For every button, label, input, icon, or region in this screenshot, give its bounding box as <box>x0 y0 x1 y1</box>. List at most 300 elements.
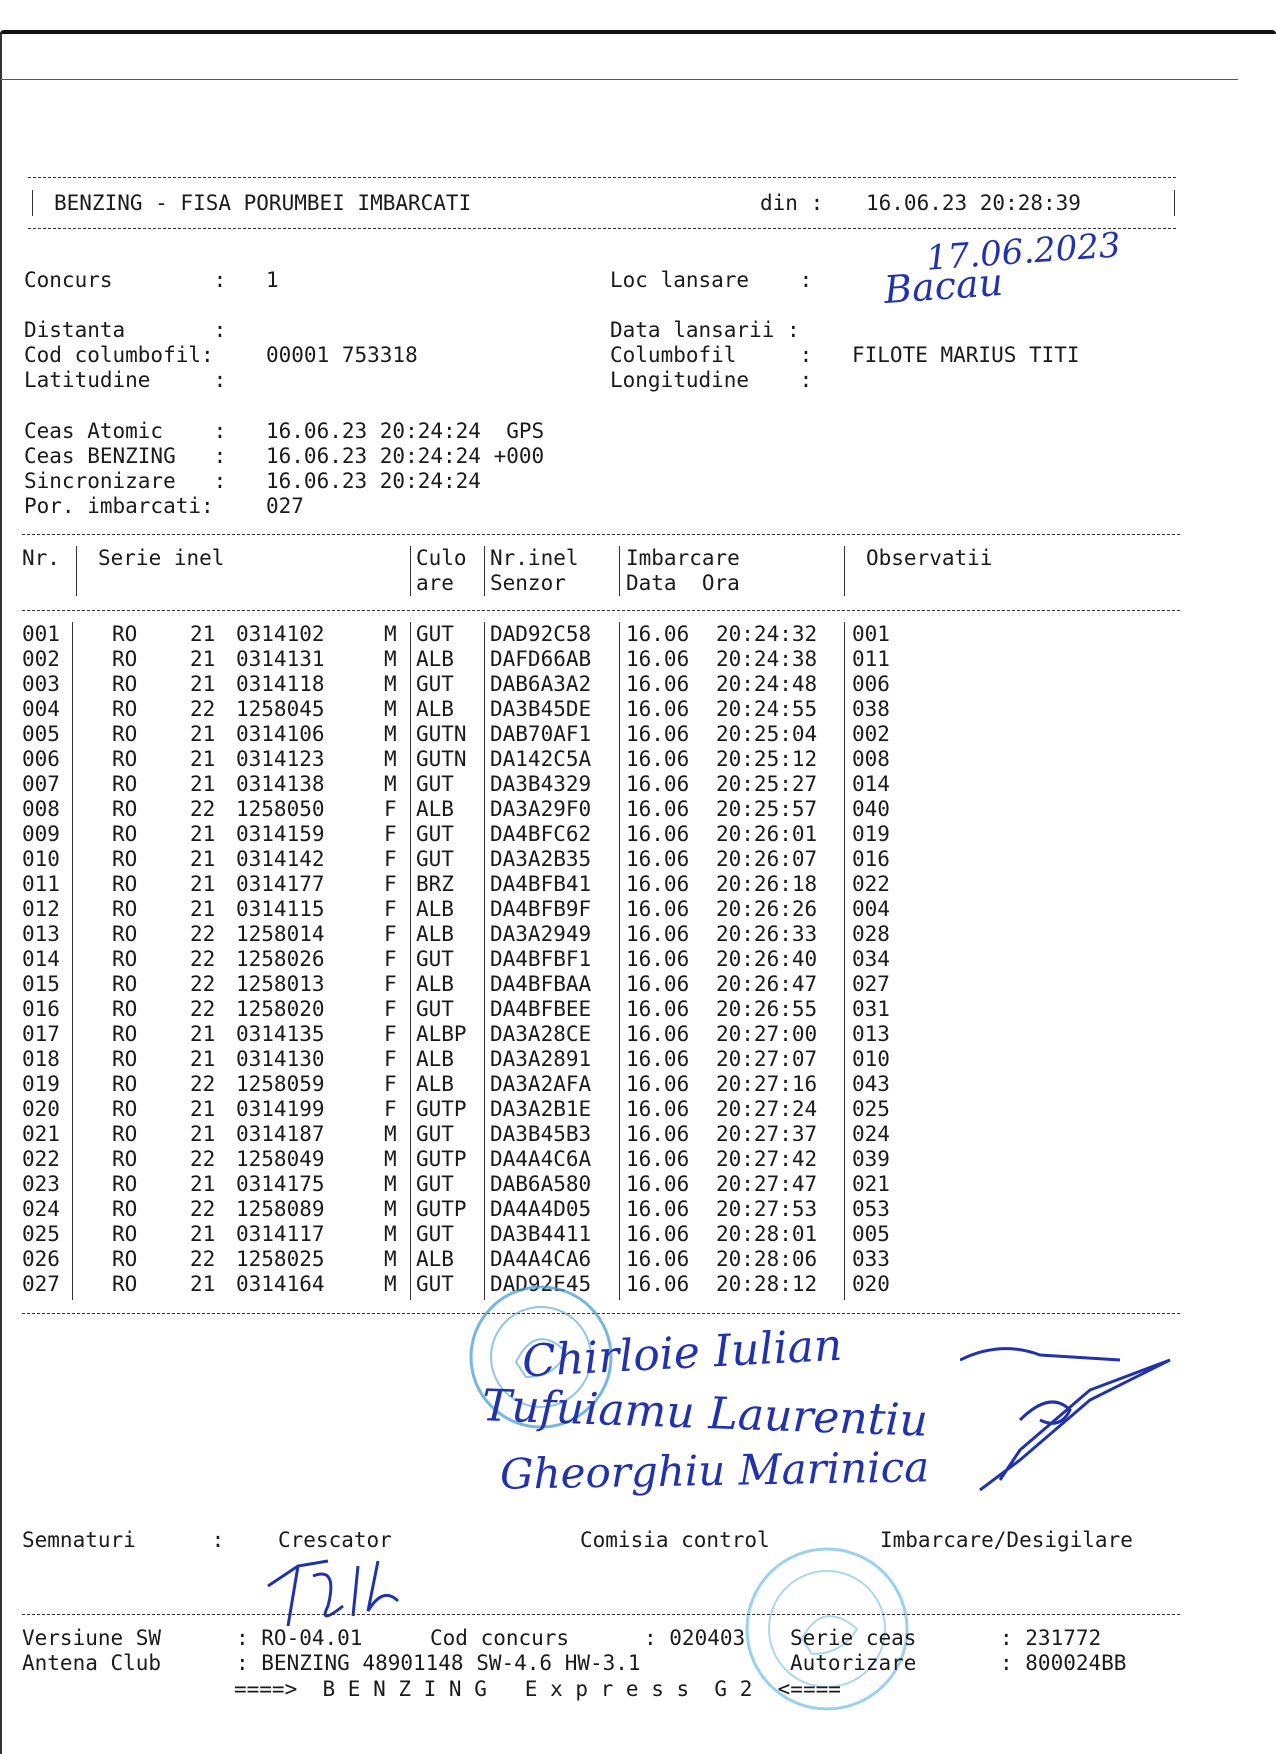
cell-color: GUT <box>416 622 454 646</box>
cell-nr: 013 <box>22 922 60 946</box>
cell-sensor: DA4BFB9F <box>490 897 592 921</box>
cell-color: ALB <box>416 1047 454 1071</box>
cell-sex: F <box>384 1097 397 1121</box>
cell-sex: F <box>384 997 397 1021</box>
cell-sex: M <box>384 1197 397 1221</box>
cell-color: GUT <box>416 672 454 696</box>
cell-date: 16.06 <box>626 922 690 946</box>
cell-sex: M <box>384 647 397 671</box>
col-header-nrinel-2: Senzor <box>490 571 566 595</box>
cell-color: GUT <box>416 997 454 1021</box>
cell-nr: 001 <box>22 622 60 646</box>
cell-ring: 1258049 <box>236 1147 325 1171</box>
cell-ring: 0314199 <box>236 1097 325 1121</box>
cell-sex: F <box>384 947 397 971</box>
cell-sex: M <box>384 697 397 721</box>
cell-date: 16.06 <box>626 1122 690 1146</box>
table-header-border <box>22 610 1180 611</box>
cell-year: 21 <box>190 872 216 896</box>
cell-sensor: DA4BFBF1 <box>490 947 592 971</box>
cell-time: 20:26:07 <box>716 847 818 871</box>
cell-observatii: 013 <box>852 1022 890 1046</box>
cell-sex: F <box>384 1022 397 1046</box>
cell-time: 20:28:01 <box>716 1222 818 1246</box>
cell-ring: 0314102 <box>236 622 325 646</box>
cell-ring: 1258045 <box>236 697 325 721</box>
cell-date: 16.06 <box>626 1247 690 1271</box>
cell-color: GUT <box>416 1222 454 1246</box>
cell-sensor: DA4A4C6A <box>490 1147 592 1171</box>
col-divider <box>844 546 845 596</box>
cell-nr: 012 <box>22 897 60 921</box>
cell-observatii: 038 <box>852 697 890 721</box>
cell-sex: F <box>384 922 397 946</box>
cell-year: 21 <box>190 897 216 921</box>
cell-sex: F <box>384 1047 397 1071</box>
cell-sensor: DAB6A580 <box>490 1172 592 1196</box>
versiune-value: : RO-04.01 <box>236 1626 363 1650</box>
handwritten-place: Bacau <box>882 259 1005 313</box>
cell-observatii: 039 <box>852 1147 890 1171</box>
cell-color: GUT <box>416 847 454 871</box>
cell-ring: 1258025 <box>236 1247 325 1271</box>
cell-country: RO <box>112 1097 138 1121</box>
col-header-observatii: Observatii <box>866 546 993 570</box>
cell-color: ALB <box>416 922 454 946</box>
cell-country: RO <box>112 1222 138 1246</box>
cell-country: RO <box>112 1197 138 1221</box>
cell-sensor: DA3A2B1E <box>490 1097 592 1121</box>
cell-observatii: 020 <box>852 1272 890 1296</box>
cell-observatii: 034 <box>852 947 890 971</box>
cell-date: 16.06 <box>626 697 690 721</box>
cell-country: RO <box>112 747 138 771</box>
header-bottom-border <box>28 228 1176 229</box>
cell-year: 21 <box>190 1272 216 1296</box>
cell-nr: 007 <box>22 772 60 796</box>
cell-observatii: 053 <box>852 1197 890 1221</box>
cell-date: 16.06 <box>626 772 690 796</box>
cell-year: 22 <box>190 797 216 821</box>
cell-observatii: 025 <box>852 1097 890 1121</box>
cell-time: 20:26:47 <box>716 972 818 996</box>
cell-sensor: DA3B45B3 <box>490 1122 592 1146</box>
cell-year: 21 <box>190 622 216 646</box>
cell-year: 21 <box>190 772 216 796</box>
cell-nr: 026 <box>22 1247 60 1271</box>
cod-columbofil-value: 00001 753318 <box>266 343 418 367</box>
columbofil-label: Columbofil : <box>610 343 813 367</box>
handwritten-date: 17.06.2023 <box>924 225 1122 279</box>
cell-observatii: 027 <box>852 972 890 996</box>
cell-nr: 009 <box>22 822 60 846</box>
cell-observatii: 043 <box>852 1072 890 1096</box>
cell-year: 21 <box>190 847 216 871</box>
cell-sensor: DA4BFC62 <box>490 822 592 846</box>
cell-year: 21 <box>190 822 216 846</box>
cell-time: 20:27:24 <box>716 1097 818 1121</box>
cell-sensor: DAD92E45 <box>490 1272 592 1296</box>
cod-columbofil-label: Cod columbofil: <box>24 343 214 367</box>
cell-observatii: 022 <box>852 872 890 896</box>
cell-year: 21 <box>190 1222 216 1246</box>
cell-nr: 023 <box>22 1172 60 1196</box>
cell-date: 16.06 <box>626 1197 690 1221</box>
cell-ring: 1258020 <box>236 997 325 1021</box>
cell-sensor: DAB70AF1 <box>490 722 592 746</box>
col-header-culoare-2: are <box>416 571 454 595</box>
cell-sensor: DA3A2891 <box>490 1047 592 1071</box>
cell-time: 20:27:42 <box>716 1147 818 1171</box>
cell-observatii: 008 <box>852 747 890 771</box>
cell-nr: 004 <box>22 697 60 721</box>
cell-nr: 025 <box>22 1222 60 1246</box>
cell-country: RO <box>112 1122 138 1146</box>
cell-date: 16.06 <box>626 1172 690 1196</box>
cell-sensor: DA4BFBAA <box>490 972 592 996</box>
cell-sensor: DA3A2949 <box>490 922 592 946</box>
cell-country: RO <box>112 622 138 646</box>
crescator-label: Crescator <box>278 1528 392 1552</box>
cell-sex: M <box>384 622 397 646</box>
ceas-atomic-label: Ceas Atomic : <box>24 419 227 443</box>
cell-country: RO <box>112 1272 138 1296</box>
cell-year: 21 <box>190 647 216 671</box>
cell-nr: 015 <box>22 972 60 996</box>
col-divider <box>619 546 620 596</box>
cell-country: RO <box>112 897 138 921</box>
cell-ring: 0314142 <box>236 847 325 871</box>
serie-ceas-label: Serie ceas <box>790 1626 917 1650</box>
cell-time: 20:26:55 <box>716 997 818 1021</box>
cell-color: GUTN <box>416 722 467 746</box>
cell-date: 16.06 <box>626 722 690 746</box>
cell-sex: M <box>384 747 397 771</box>
cell-sensor: DA4BFBEE <box>490 997 592 1021</box>
cell-country: RO <box>112 647 138 671</box>
cell-date: 16.06 <box>626 1147 690 1171</box>
cell-sex: F <box>384 847 397 871</box>
col-header-serie: Serie inel <box>98 546 225 570</box>
table-top-border <box>22 534 1180 535</box>
col-header-nr: Nr. <box>22 546 60 570</box>
cell-country: RO <box>112 922 138 946</box>
cell-year: 21 <box>190 1097 216 1121</box>
cell-country: RO <box>112 847 138 871</box>
col-header-nrinel-1: Nr.inel <box>490 546 579 570</box>
cell-color: GUTP <box>416 1097 467 1121</box>
cell-color: GUTP <box>416 1147 467 1171</box>
handwritten-name-2: Tufuiamu Laurentiu <box>481 1380 929 1447</box>
document-title: BENZING - FISA PORUMBEI IMBARCATI <box>54 191 472 215</box>
cell-date: 16.06 <box>626 672 690 696</box>
cell-country: RO <box>112 1247 138 1271</box>
concurs-label: Concurs : <box>24 268 227 292</box>
cell-sensor: DA3B4329 <box>490 772 592 796</box>
col-divider <box>844 622 845 1300</box>
din-value: 16.06.23 20:28:39 <box>866 191 1081 215</box>
cell-country: RO <box>112 1047 138 1071</box>
cell-country: RO <box>112 997 138 1021</box>
din-label: din : <box>760 191 824 215</box>
cell-date: 16.06 <box>626 947 690 971</box>
cell-country: RO <box>112 772 138 796</box>
cell-color: GUTP <box>416 1197 467 1221</box>
cell-year: 22 <box>190 1147 216 1171</box>
cell-country: RO <box>112 1172 138 1196</box>
cell-date: 16.06 <box>626 822 690 846</box>
cell-year: 22 <box>190 1197 216 1221</box>
loc-lansare-label: Loc lansare : <box>610 268 813 292</box>
sincronizare-value: 16.06.23 20:24:24 <box>266 469 481 493</box>
cell-date: 16.06 <box>626 1047 690 1071</box>
cell-time: 20:25:04 <box>716 722 818 746</box>
col-divider <box>484 546 485 596</box>
cell-sensor: DA142C5A <box>490 747 592 771</box>
cell-ring: 0314159 <box>236 822 325 846</box>
cell-date: 16.06 <box>626 1072 690 1096</box>
cell-year: 22 <box>190 972 216 996</box>
cell-nr: 019 <box>22 1072 60 1096</box>
cell-ring: 0314117 <box>236 1222 325 1246</box>
data-lansarii-label: Data lansarii : <box>610 318 800 342</box>
cell-nr: 018 <box>22 1047 60 1071</box>
cell-ring: 0314130 <box>236 1047 325 1071</box>
cell-ring: 0314164 <box>236 1272 325 1296</box>
handwritten-name-3: Gheorghiu Marinica <box>499 1442 930 1499</box>
cell-date: 16.06 <box>626 972 690 996</box>
cell-sensor: DA3A2B35 <box>490 847 592 871</box>
cell-sex: M <box>384 1122 397 1146</box>
cell-year: 22 <box>190 947 216 971</box>
footer-border <box>22 1614 1180 1615</box>
cell-date: 16.06 <box>626 997 690 1021</box>
ceas-benzing-value: 16.06.23 20:24:24 +000 <box>266 444 545 468</box>
cell-sex: M <box>384 1222 397 1246</box>
cell-nr: 020 <box>22 1097 60 1121</box>
cell-sex: M <box>384 1247 397 1271</box>
cell-nr: 008 <box>22 797 60 821</box>
cell-sensor: DA4BFB41 <box>490 872 592 896</box>
cell-country: RO <box>112 822 138 846</box>
cell-time: 20:27:07 <box>716 1047 818 1071</box>
cell-sensor: DA3B4411 <box>490 1222 592 1246</box>
cell-observatii: 004 <box>852 897 890 921</box>
cell-time: 20:27:00 <box>716 1022 818 1046</box>
serie-ceas-value: : 231772 <box>1000 1626 1102 1650</box>
cell-year: 21 <box>190 1022 216 1046</box>
sincronizare-label: Sincronizare : <box>24 469 227 493</box>
cell-date: 16.06 <box>626 872 690 896</box>
ceas-atomic-value: 16.06.23 20:24:24 GPS <box>266 419 545 443</box>
cell-time: 20:28:12 <box>716 1272 818 1296</box>
handwritten-name-1: Chirloie Iulian <box>520 1319 844 1388</box>
cell-color: GUTN <box>416 747 467 771</box>
cell-year: 21 <box>190 1172 216 1196</box>
por-imbarcati-label: Por. imbarcati: <box>24 494 214 518</box>
cell-observatii: 040 <box>852 797 890 821</box>
cell-time: 20:26:40 <box>716 947 818 971</box>
col-divider <box>484 622 485 1300</box>
cell-country: RO <box>112 797 138 821</box>
cell-sensor: DA3A29F0 <box>490 797 592 821</box>
cell-observatii: 001 <box>852 622 890 646</box>
cell-observatii: 005 <box>852 1222 890 1246</box>
cell-sex: F <box>384 822 397 846</box>
cell-country: RO <box>112 1022 138 1046</box>
cell-year: 21 <box>190 747 216 771</box>
cell-color: ALB <box>416 972 454 996</box>
cell-color: ALBP <box>416 1022 467 1046</box>
cell-time: 20:27:16 <box>716 1072 818 1096</box>
cell-ring: 0314177 <box>236 872 325 896</box>
cell-year: 21 <box>190 1047 216 1071</box>
latitudine-label: Latitudine : <box>24 368 227 392</box>
col-header-imbarcare-1: Imbarcare <box>626 546 740 570</box>
autorizare-label: Autorizare <box>790 1651 917 1675</box>
cell-color: ALB <box>416 697 454 721</box>
signature-crescator <box>258 1546 418 1636</box>
longitudine-label: Longitudine : <box>610 368 813 392</box>
cell-sensor: DA4A4CA6 <box>490 1247 592 1271</box>
cell-color: GUT <box>416 947 454 971</box>
cell-sex: M <box>384 1147 397 1171</box>
cell-ring: 1258014 <box>236 922 325 946</box>
cell-observatii: 006 <box>852 672 890 696</box>
cell-time: 20:26:18 <box>716 872 818 896</box>
cell-time: 20:25:27 <box>716 772 818 796</box>
cell-nr: 011 <box>22 872 60 896</box>
signature-scribble-1 <box>960 1340 1190 1510</box>
cell-observatii: 021 <box>852 1172 890 1196</box>
col-divider <box>410 622 411 1300</box>
cell-time: 20:27:47 <box>716 1172 818 1196</box>
cell-sex: M <box>384 672 397 696</box>
cell-ring: 0314115 <box>236 897 325 921</box>
cell-observatii: 010 <box>852 1047 890 1071</box>
cell-sensor: DA3A2AFA <box>490 1072 592 1096</box>
cell-color: ALB <box>416 897 454 921</box>
cell-nr: 016 <box>22 997 60 1021</box>
cell-sensor: DA4A4D05 <box>490 1197 592 1221</box>
header-right-border <box>1174 190 1175 216</box>
cell-ring: 1258026 <box>236 947 325 971</box>
cell-color: ALB <box>416 647 454 671</box>
cell-observatii: 031 <box>852 997 890 1021</box>
cell-color: GUT <box>416 1172 454 1196</box>
cod-concurs-value: : 020403 <box>644 1626 746 1650</box>
col-divider <box>410 546 411 596</box>
cell-ring: 1258013 <box>236 972 325 996</box>
cell-date: 16.06 <box>626 1022 690 1046</box>
col-divider <box>76 546 77 596</box>
cell-time: 20:28:06 <box>716 1247 818 1271</box>
cell-date: 16.06 <box>626 1272 690 1296</box>
col-header-imbarcare-2: Data Ora <box>626 571 740 595</box>
col-divider <box>619 622 620 1300</box>
header-left-border <box>32 190 33 216</box>
header-top-border <box>28 177 1176 178</box>
por-imbarcati-value: 027 <box>266 494 304 518</box>
concurs-value: 1 <box>266 268 279 292</box>
semnaturi-label: Semnaturi : <box>22 1528 225 1552</box>
columbofil-value: FILOTE MARIUS TITI <box>852 343 1080 367</box>
cell-color: BRZ <box>416 872 454 896</box>
cell-nr: 027 <box>22 1272 60 1296</box>
cell-date: 16.06 <box>626 897 690 921</box>
cell-date: 16.06 <box>626 847 690 871</box>
cell-country: RO <box>112 672 138 696</box>
cell-date: 16.06 <box>626 622 690 646</box>
cell-sex: F <box>384 972 397 996</box>
cell-year: 22 <box>190 997 216 1021</box>
autorizare-value: : 800024BB <box>1000 1651 1127 1675</box>
cell-sensor: DAB6A3A2 <box>490 672 592 696</box>
cell-sex: M <box>384 772 397 796</box>
cell-color: GUT <box>416 1122 454 1146</box>
cell-nr: 006 <box>22 747 60 771</box>
cell-country: RO <box>112 697 138 721</box>
cell-nr: 010 <box>22 847 60 871</box>
cell-time: 20:27:37 <box>716 1122 818 1146</box>
cell-country: RO <box>112 1072 138 1096</box>
cell-observatii: 028 <box>852 922 890 946</box>
cell-sex: F <box>384 897 397 921</box>
cell-sensor: DA3B45DE <box>490 697 592 721</box>
cell-nr: 003 <box>22 672 60 696</box>
antena-label: Antena Club <box>22 1651 162 1675</box>
cell-year: 22 <box>190 1247 216 1271</box>
cell-ring: 1258050 <box>236 797 325 821</box>
cell-color: GUT <box>416 822 454 846</box>
cell-time: 20:27:53 <box>716 1197 818 1221</box>
cell-time: 20:26:33 <box>716 922 818 946</box>
cell-observatii: 033 <box>852 1247 890 1271</box>
cell-sex: M <box>384 1172 397 1196</box>
cell-year: 21 <box>190 672 216 696</box>
cod-concurs-label: Cod concurs <box>430 1626 570 1650</box>
cell-year: 21 <box>190 722 216 746</box>
cell-year: 21 <box>190 1122 216 1146</box>
cell-date: 16.06 <box>626 797 690 821</box>
cell-date: 16.06 <box>626 647 690 671</box>
cell-time: 20:24:48 <box>716 672 818 696</box>
cell-ring: 0314187 <box>236 1122 325 1146</box>
cell-nr: 024 <box>22 1197 60 1221</box>
cell-sensor: DAD92C58 <box>490 622 592 646</box>
cell-ring: 0314131 <box>236 647 325 671</box>
cell-country: RO <box>112 872 138 896</box>
ceas-benzing-label: Ceas BENZING : <box>24 444 227 468</box>
benzing-brand-line: ====> B E N Z I N G E x p r e s s G 2 <==== <box>234 1677 841 1701</box>
cell-nr: 014 <box>22 947 60 971</box>
cell-date: 16.06 <box>626 1097 690 1121</box>
paper-top-edge <box>0 30 1276 34</box>
paper-left-edge <box>0 34 2 1754</box>
cell-country: RO <box>112 947 138 971</box>
cell-nr: 021 <box>22 1122 60 1146</box>
cell-sex: F <box>384 1072 397 1096</box>
cell-ring: 0314118 <box>236 672 325 696</box>
cell-country: RO <box>112 1147 138 1171</box>
cell-observatii: 024 <box>852 1122 890 1146</box>
cell-date: 16.06 <box>626 747 690 771</box>
cell-nr: 002 <box>22 647 60 671</box>
col-header-culoare-1: Culo <box>416 546 467 570</box>
cell-time: 20:26:26 <box>716 897 818 921</box>
cell-sex: F <box>384 797 397 821</box>
cell-date: 16.06 <box>626 1222 690 1246</box>
